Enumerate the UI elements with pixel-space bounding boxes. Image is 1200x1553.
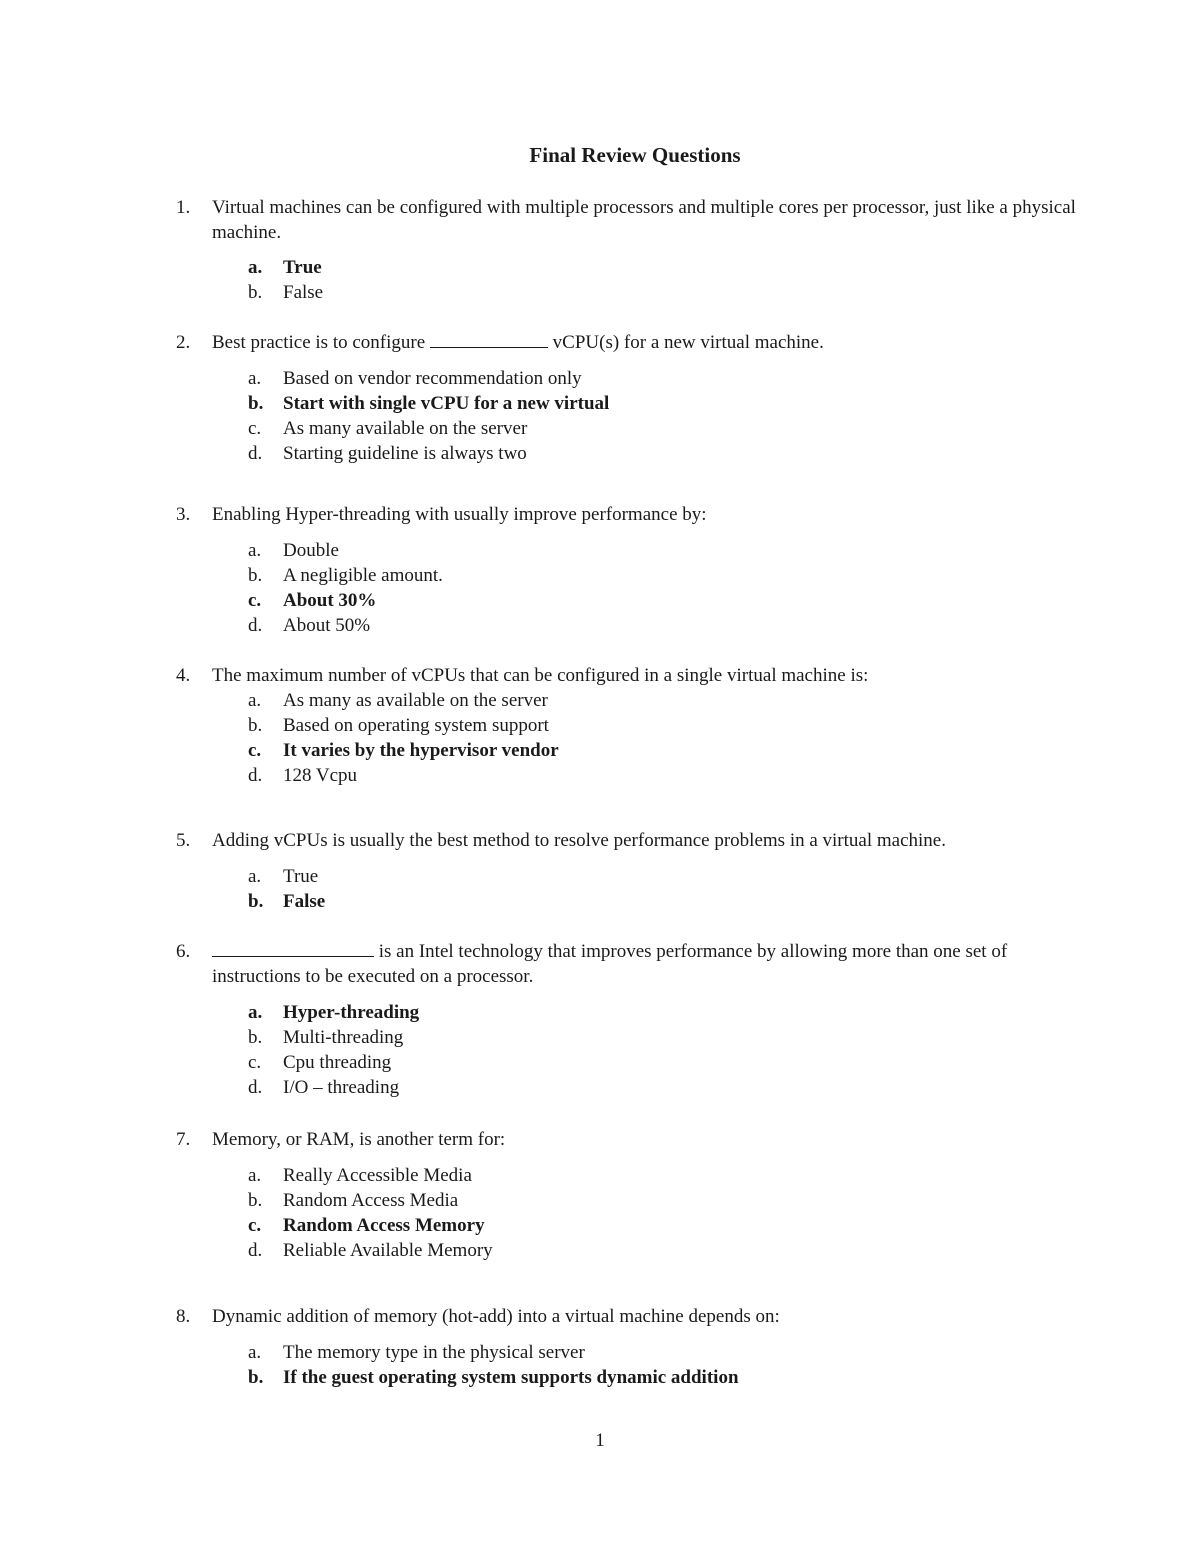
option-b	[248, 280, 1076, 305]
option-letter: a.	[248, 1002, 263, 1023]
question-1	[176, 195, 1076, 305]
option-text: Based on operating system support	[283, 715, 549, 736]
option-d	[248, 1075, 1076, 1100]
option-c	[248, 1213, 1076, 1238]
option-letter: a.	[248, 1342, 262, 1363]
option-text: Reliable Available Memory	[283, 1240, 493, 1261]
option-text: Double	[283, 540, 339, 561]
option-text: As many as available on the server	[283, 690, 548, 711]
option-letter: c.	[248, 1215, 262, 1236]
option-b	[248, 713, 1076, 738]
question-4	[176, 663, 1076, 788]
option-letter: b.	[248, 282, 263, 303]
option-c	[248, 416, 1076, 441]
option-d	[248, 763, 1076, 788]
option-letter: c.	[248, 418, 262, 439]
option-text: Start with single vCPU for a new virtual	[283, 393, 610, 414]
question-text: The maximum number of vCPUs that can be configured in a single virtual machine is:	[212, 665, 869, 686]
option-a	[248, 688, 1076, 713]
question-text-after: is an Intel technology that improves performance by allowing more than one set of instructions to be executed on a processor.	[212, 941, 1008, 987]
question-number: 3.	[176, 504, 191, 525]
option-text: False	[283, 891, 326, 912]
option-list	[176, 688, 1076, 788]
option-c	[248, 738, 1076, 763]
option-letter: b.	[248, 565, 263, 586]
option-letter: b.	[248, 1027, 263, 1048]
option-letter: b.	[248, 715, 263, 736]
question-3	[176, 502, 1076, 638]
option-text: Multi-threading	[283, 1027, 404, 1048]
question-text	[212, 939, 1076, 989]
question-6	[176, 939, 1076, 1100]
option-letter: d.	[248, 443, 263, 464]
option-a	[248, 864, 1076, 889]
question-number: 5.	[176, 830, 191, 851]
option-text: Starting guideline is always two	[283, 443, 527, 464]
option-text: Based on vendor recommendation only	[283, 368, 582, 389]
option-text: Random Access Memory	[283, 1215, 485, 1236]
option-text: As many available on the server	[283, 418, 528, 439]
option-letter: c.	[248, 1052, 262, 1073]
option-letter: c.	[248, 590, 262, 611]
question-8	[176, 1304, 1076, 1390]
option-text: If the guest operating system supports dynamic addition	[283, 1367, 739, 1388]
option-b	[248, 1188, 1076, 1213]
question-text: Enabling Hyper-threading with usually improve performance by:	[212, 504, 707, 525]
option-text: Hyper-threading	[283, 1002, 420, 1023]
question-text-before: Best practice is to configure	[212, 332, 426, 353]
option-text: The memory type in the physical server	[283, 1342, 585, 1363]
option-text: True	[283, 866, 319, 887]
question-text: Virtual machines can be configured with multiple processors and multiple cores per processor, just like a physical machine.	[212, 197, 1076, 243]
option-a	[248, 255, 1076, 280]
question-5	[176, 828, 1076, 914]
answer-blank	[430, 331, 548, 348]
question-number: 1.	[176, 197, 191, 218]
option-list	[176, 1340, 1076, 1390]
option-letter: b.	[248, 1190, 263, 1211]
option-list	[176, 538, 1076, 638]
option-letter: c.	[248, 740, 262, 761]
answer-blank	[212, 940, 374, 957]
option-list	[176, 864, 1076, 914]
question-text: Dynamic addition of memory (hot-add) into a virtual machine depends on:	[212, 1306, 780, 1327]
option-letter: d.	[248, 765, 263, 786]
option-b	[248, 391, 1076, 416]
option-letter: a.	[248, 690, 262, 711]
option-a	[248, 538, 1076, 563]
option-letter: b.	[248, 393, 264, 414]
option-b	[248, 563, 1076, 588]
option-text: A negligible amount.	[283, 565, 443, 586]
question-number: 7.	[176, 1129, 191, 1150]
option-text: Cpu threading	[283, 1052, 392, 1073]
option-d	[248, 441, 1076, 466]
option-d	[248, 1238, 1076, 1263]
page-title: Final Review Questions	[529, 143, 741, 167]
question-text: Memory, or RAM, is another term for:	[212, 1129, 506, 1150]
option-c	[248, 1050, 1076, 1075]
option-text: It varies by the hypervisor vendor	[283, 740, 559, 761]
option-letter: b.	[248, 1367, 264, 1388]
option-text: I/O – threading	[283, 1077, 400, 1098]
question-number: 2.	[176, 332, 191, 353]
option-letter: a.	[248, 257, 263, 278]
option-letter: d.	[248, 1077, 263, 1098]
option-b	[248, 1025, 1076, 1050]
option-a	[248, 1163, 1076, 1188]
option-a	[248, 1340, 1076, 1365]
option-text: 128 Vcpu	[283, 765, 358, 786]
option-letter: d.	[248, 1240, 263, 1261]
option-text: False	[283, 282, 324, 303]
option-list	[176, 366, 1076, 466]
option-list	[176, 255, 1076, 305]
option-list	[176, 1163, 1076, 1263]
question-number: 8.	[176, 1306, 191, 1327]
question-7	[176, 1127, 1076, 1263]
question-number: 4.	[176, 665, 191, 686]
option-c	[248, 588, 1076, 613]
question-number: 6.	[176, 941, 191, 962]
option-text: Really Accessible Media	[283, 1165, 472, 1186]
option-letter: d.	[248, 615, 263, 636]
question-text-after: vCPU(s) for a new virtual machine.	[552, 332, 824, 353]
option-text: True	[283, 257, 322, 278]
option-a	[248, 366, 1076, 391]
option-letter: a.	[248, 540, 262, 561]
question-2	[176, 330, 1076, 466]
option-list	[176, 1000, 1076, 1100]
option-letter: b.	[248, 891, 264, 912]
option-d	[248, 613, 1076, 638]
option-letter: a.	[248, 1165, 262, 1186]
option-letter: a.	[248, 866, 262, 887]
question-text	[212, 330, 1076, 355]
question-text: Adding vCPUs is usually the best method to resolve performance problems in a virtual machine.	[212, 830, 946, 851]
option-letter: a.	[248, 368, 262, 389]
option-b	[248, 889, 1076, 914]
option-text: Random Access Media	[283, 1190, 459, 1211]
option-b	[248, 1365, 1076, 1390]
option-a	[248, 1000, 1076, 1025]
option-text: About 50%	[283, 615, 371, 636]
option-text: About 30%	[283, 590, 377, 611]
page-number: 1	[595, 1430, 605, 1451]
